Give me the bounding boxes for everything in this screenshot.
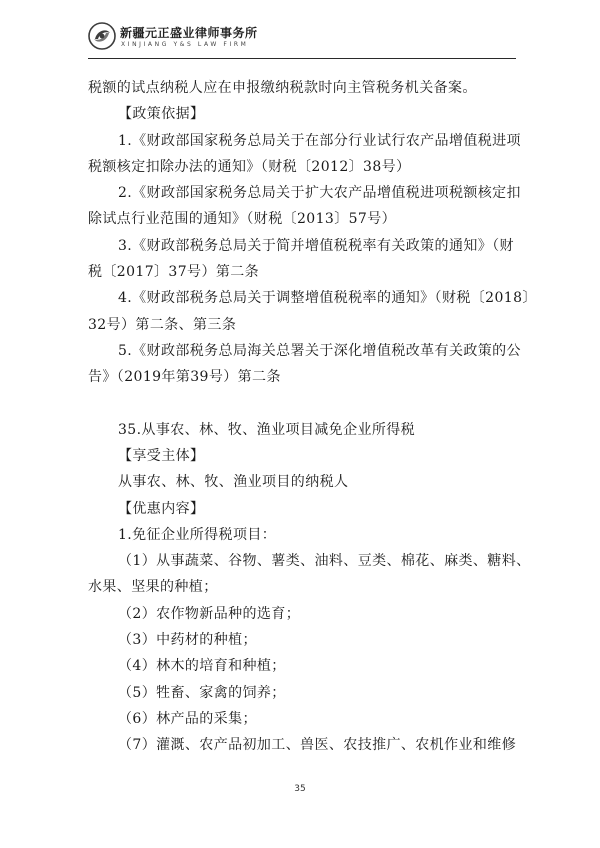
text-line: 3.《财政部税务总局关于简并增值税税率有关政策的通知》（财 — [118, 238, 514, 254]
text-line: （5）牲畜、家禽的饲养； — [118, 685, 286, 701]
text-line: （2）农作物新品种的选育； — [118, 606, 301, 622]
text-line: 1.免征企业所得税项目： — [118, 527, 277, 543]
section-heading: 【政策依据】 — [118, 106, 205, 122]
item-title: 35.从事农、林、牧、渔业项目减免企业所得税 — [118, 422, 416, 438]
text-line: （6）林产品的采集； — [118, 711, 257, 727]
text-line: （4）林木的培育和种植； — [118, 658, 286, 674]
text-line: （7）灌溉、农产品初加工、兽医、农技推广、农机作业和维修 — [118, 737, 517, 753]
text-line: 4.《财政部税务总局关于调整增值税税率的通知》（财税〔2018〕 — [118, 290, 537, 306]
text-line: 税额的试点纳税人应在申报缴纳税款时向主管税务机关备案。 — [88, 80, 477, 96]
page-number: 35 — [294, 784, 306, 794]
text-line: 1.《财政部国家税务总局关于在部分行业试行农产品增值税进项 — [118, 133, 521, 149]
firm-name-en: XINJIANG Y&S LAW FIRM — [121, 41, 249, 48]
text-line: 从事农、林、牧、渔业项目的纳税人 — [118, 474, 349, 490]
text-line: 32号）第二条、第三条 — [88, 317, 237, 333]
text-line: 水果、坚果的种植； — [88, 579, 218, 595]
text-line: 5.《财政部税务总局海关总署关于深化增值税改革有关政策的公 — [118, 343, 521, 359]
text-line: （3）中药材的种植； — [118, 632, 257, 648]
text-line: 税〔2017〕37号）第二条 — [88, 264, 260, 280]
text-line: 告》（2019年第39号）第二条 — [88, 369, 281, 385]
text-line: 2.《财政部国家税务总局关于扩大农产品增值税进项税额核定扣 — [118, 185, 521, 201]
section-heading: 【优惠内容】 — [118, 501, 205, 517]
firm-name-cn: 新疆元正盛业律师事务所 — [120, 26, 258, 40]
text-line: 税额核定扣除办法的通知》（财税〔2012〕38号） — [88, 159, 411, 175]
text-line: （1）从事蔬菜、谷物、薯类、油料、豆类、棉花、麻类、糖料、 — [118, 553, 531, 569]
text-line: 除试点行业范围的通知》（财税〔2013〕57号） — [88, 211, 397, 227]
section-heading: 【享受主体】 — [118, 448, 205, 464]
